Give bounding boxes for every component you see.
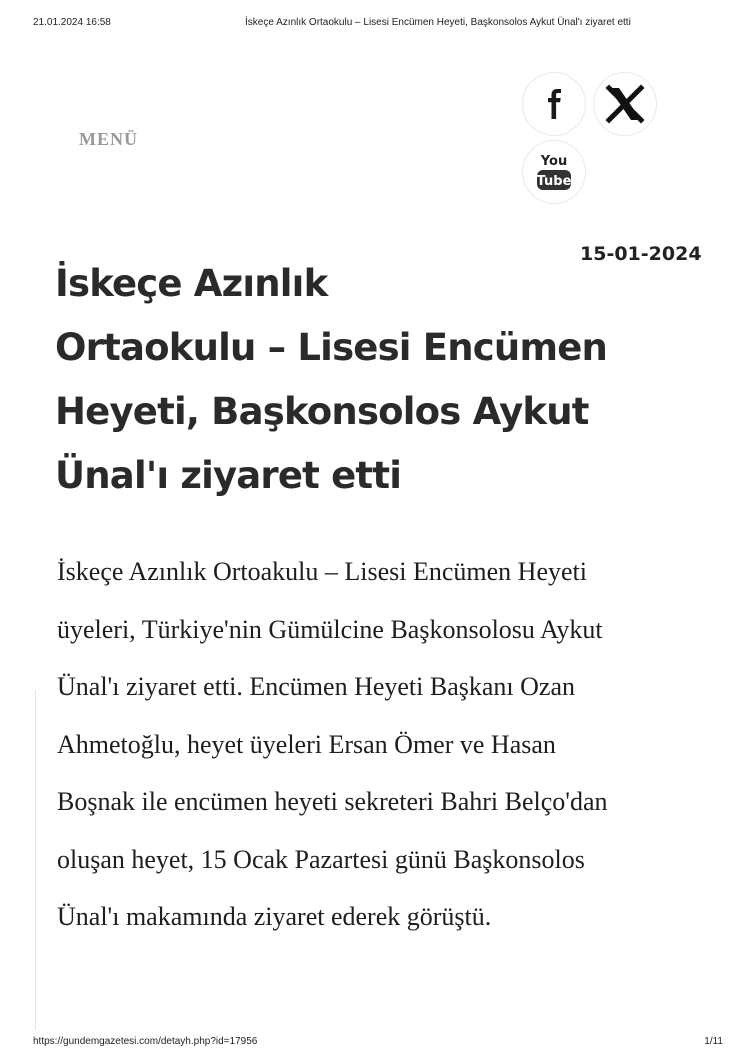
menu-button[interactable]: MENÜ: [79, 129, 138, 149]
page-number: 1/11: [704, 1036, 723, 1047]
youtube-you-text: You: [540, 154, 568, 169]
article-headline: [55, 252, 705, 508]
article-date: 15-01-2024: [580, 243, 702, 265]
body-line: üyeleri, Türkiye'nin Gümülcine Başkonsolosu Aykut: [57, 614, 603, 644]
headline-line: Ortaokulu – Lisesi Encümen: [55, 326, 608, 369]
headline-line: İskeçe Azınlık: [55, 262, 328, 305]
body-line: Boşnak ile encümen heyeti sekreteri Bahri Belço'dan: [57, 787, 608, 816]
print-timestamp: 21.01.2024 16:58: [33, 17, 111, 28]
print-page-title: İskeçe Azınlık Ortaokulu – Lisesi Encümen Heyeti, Başkonsolos Aykut Ünal'ı ziyaret etti: [245, 17, 631, 28]
youtube-link[interactable]: [522, 140, 586, 204]
facebook-link[interactable]: [522, 72, 586, 136]
left-divider: [35, 690, 36, 1030]
body-line: Ahmetoğlu, heyet üyeleri Ersan Ömer ve Hasan: [57, 729, 556, 759]
page-url[interactable]: https://gundemgazetesi.com/detayh.php?id=17956: [33, 1036, 258, 1047]
body-line: İskeçe Azınlık Ortoakulu – Lisesi Encümen Heyeti: [57, 557, 587, 586]
youtube-tube-text: Tube: [536, 174, 572, 189]
body-line: Ünal'ı ziyaret etti. Encümen Heyeti Başkanı Ozan: [57, 672, 575, 701]
headline-line: Ünal'ı ziyaret etti: [55, 454, 402, 497]
body-line: oluşan heyet, 15 Ocak Pazartesi günü Başkonsolos: [57, 844, 585, 874]
x-link[interactable]: [593, 72, 657, 136]
facebook-icon: [544, 89, 564, 119]
youtube-icon: [534, 150, 574, 194]
headline-line: Heyeti, Başkonsolos Aykut: [55, 390, 589, 433]
article-body: [57, 543, 717, 946]
body-line: Ünal'ı makamında ziyaret ederek görüştü.: [57, 902, 492, 931]
x-icon: [605, 84, 645, 124]
